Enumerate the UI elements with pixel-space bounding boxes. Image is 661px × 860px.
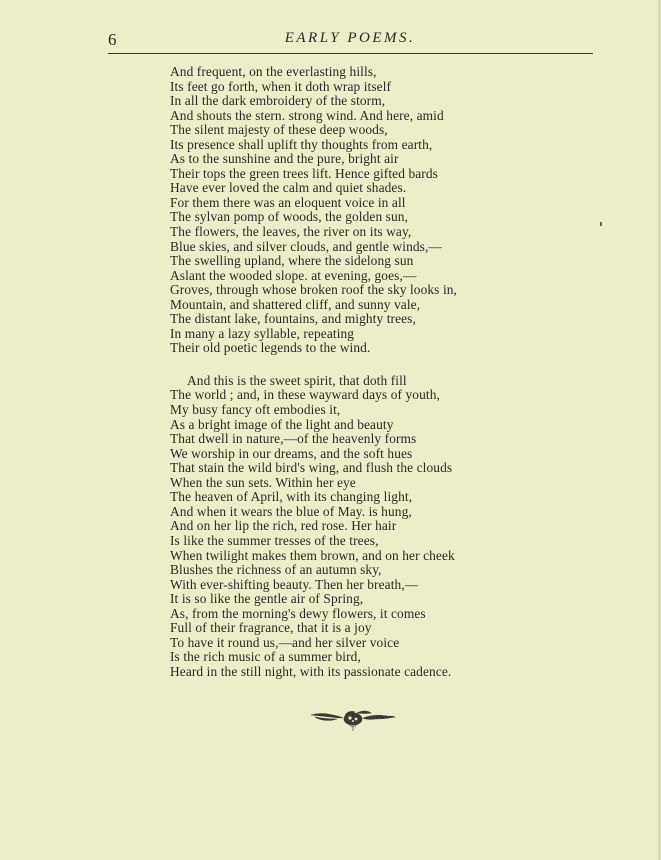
poem-line: As a bright image of the light and beauty (170, 416, 394, 432)
poem-line: Groves, through whose broken roof the sky looks in, (170, 282, 458, 298)
stanza-2 (170, 374, 560, 679)
poem-line: In many a lazy syllable, repeating (170, 325, 355, 341)
poem-line: The world ; and, in these wayward days of youth, (170, 387, 440, 403)
poem-line: The silent majesty of these deep woods, (170, 122, 388, 138)
poem-line: Aslant the wooded slope. at evening, goes,— (170, 267, 417, 283)
poem-line: And on her lip the rich, red rose. Her hair (170, 518, 397, 534)
poem-line: That dwell in nature,—of the heavenly forms (170, 431, 417, 447)
poem-line: Is like the summer tresses of the trees, (170, 532, 379, 548)
poem-line: That stain the wild bird's wing, and flush the clouds (170, 460, 453, 476)
poem-line: The flowers, the leaves, the river on its way, (170, 224, 412, 240)
poem-line: It is so like the gentle air of Spring, (170, 591, 364, 607)
poem-line: As to the sunshine and the pure, bright air (170, 151, 399, 167)
header-rule (108, 53, 593, 54)
poem-line: Blushes the richness of an autumn sky, (170, 562, 382, 578)
running-head: EARLY POEMS. (284, 30, 416, 46)
poem-line: And frequent, on the everlasting hills, (170, 64, 377, 79)
stanza-gap (170, 356, 560, 374)
poem-line: Their tops the green trees lift. Hence gifted bards (170, 165, 438, 181)
poem-line: The sylvan pomp of woods, the golden sun, (170, 209, 409, 225)
poem-line: Is the rich music of a summer bird, (170, 649, 361, 665)
poem-line: And when it wears the blue of May. is hung, (170, 503, 412, 519)
poem-line: Mountain, and shattered cliff, and sunny vale, (170, 296, 421, 312)
poem-line: When twilight makes them brown, and on her cheek (170, 547, 455, 563)
poem-line: To have it round us,—and her silver voice (170, 634, 400, 650)
poem-line: My busy fancy oft embodies it, (170, 402, 341, 418)
poem-text (170, 65, 560, 679)
poem-line: When the sun sets. Within her eye (170, 474, 356, 490)
stanza-1 (170, 65, 560, 356)
page-header (0, 30, 661, 54)
poem-line: Full of their fragrance, that it is a joy (170, 620, 372, 636)
poem-line: As, from the morning's dewy flowers, it comes (170, 605, 426, 621)
poem-line: With ever-shifting beauty. Then her breath,— (170, 576, 419, 592)
poem-line: Its presence shall uplift thy thoughts from earth, (170, 136, 433, 152)
poem-line: Their old poetic legends to the wind. (170, 340, 371, 356)
poem-line: We worship in our dreams, and the soft hues (170, 445, 413, 461)
poem-line: And shouts the stern. strong wind. And here, amid (170, 107, 444, 123)
poem-line: The swelling upland, where the sidelong sun (170, 253, 414, 269)
page-number: 6 (108, 30, 117, 49)
poem-line: Its feet go forth, when it doth wrap itself (170, 78, 392, 94)
paper-speck (600, 222, 602, 226)
poem-line: And this is the sweet spirit, that doth fill (187, 372, 407, 388)
poem-line: Have ever loved the calm and quiet shades. (170, 180, 407, 196)
poem-line: Blue skies, and silver clouds, and gentle winds,— (170, 238, 442, 254)
floral-tailpiece-icon (309, 706, 397, 732)
poem-line: For them there was an eloquent voice in all (170, 194, 406, 210)
poem-line: Heard in the still night, with its passionate cadence. (170, 663, 452, 679)
poem-line: In all the dark embroidery of the storm, (170, 93, 386, 109)
poem-line: The distant lake, fountains, and mighty trees, (170, 311, 416, 327)
poem-line: The heaven of April, with its changing light, (170, 489, 413, 505)
